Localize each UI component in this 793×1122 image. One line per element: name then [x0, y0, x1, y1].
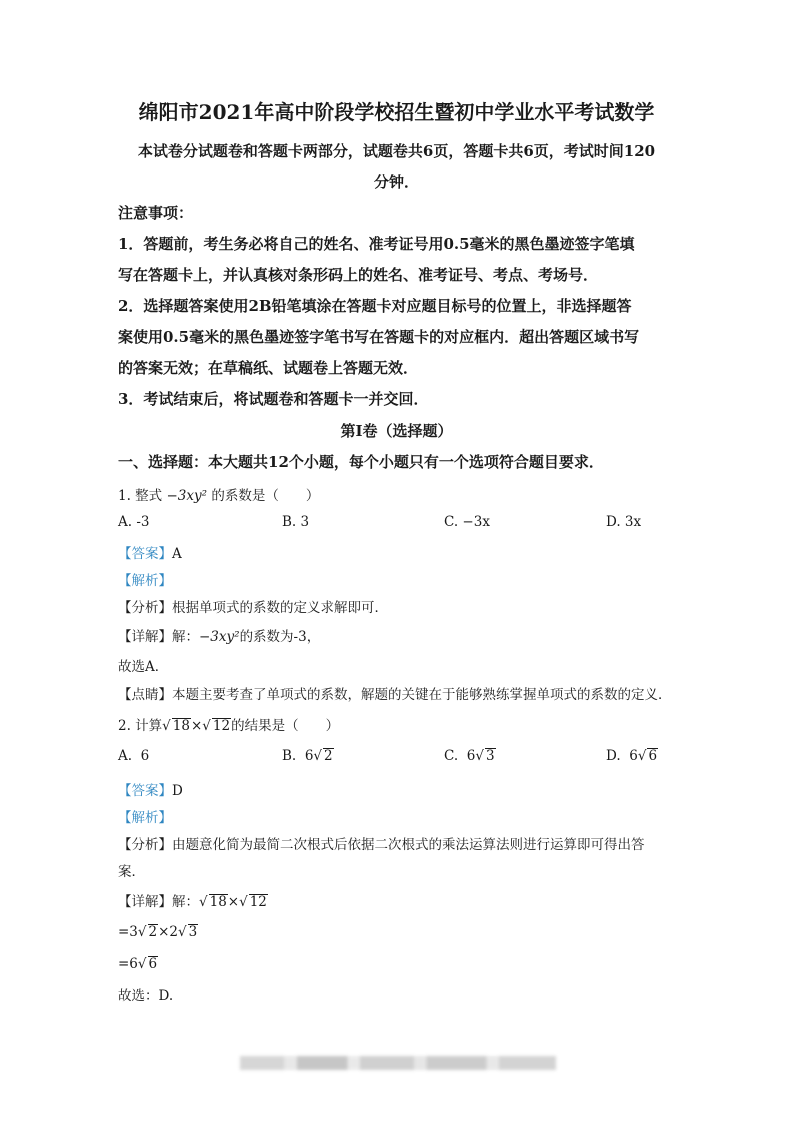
- q2-option-c-radicand: 3: [485, 748, 495, 764]
- q2-option-b-label: B.: [282, 748, 297, 764]
- q2-conclusion: 故选：D.: [118, 988, 174, 1004]
- q1-conclusion: 故选A．: [118, 659, 169, 675]
- notice-item-3: 3．考试结束后，将试题卷和答题卡一并交回．: [118, 390, 429, 408]
- q1-detail-expression: −3xy²: [199, 629, 240, 645]
- radical-sign: √: [637, 748, 647, 764]
- q1-fenxi-text: 根据单项式的系数的定义求解即可．: [172, 600, 388, 616]
- q2-option-c: [444, 748, 496, 764]
- q2-step-2-prefix: =6: [118, 956, 138, 972]
- q2-option-a: [118, 748, 149, 764]
- intro-line-2: 分钟．: [373, 173, 419, 191]
- q1-stem: [118, 484, 319, 504]
- q2-analysis-tag: 【解析】: [118, 810, 172, 826]
- document-title: 绵阳市2021年高中阶段学校招生暨初中学业水平考试数学: [138, 100, 655, 124]
- q1-suffix: 的系数是（ ）: [211, 488, 320, 504]
- q1-option-b: B. 3: [282, 514, 310, 530]
- q2-option-d-label: D.: [606, 748, 621, 764]
- q1-detail-tag: 【详解】: [118, 629, 172, 645]
- q2-detail-radicand-2: 12: [249, 894, 267, 910]
- q2-answer-tag: 【答案】: [118, 783, 172, 799]
- q1-option-a: A. -3: [118, 514, 150, 530]
- notice-item-2-line-3: 的答案无效；在草稿纸、试题卷上答题无效．: [118, 359, 419, 377]
- q1-answer: [118, 542, 182, 562]
- q2-stem: [118, 714, 339, 734]
- notice-item-1-line-2: 写在答题卡上，并认真核对条形码上的姓名、准考证号、考点、考场号．: [118, 266, 599, 284]
- q1-detail-prefix: 解：: [172, 629, 199, 645]
- q2-detail-prefix: 解：: [172, 894, 199, 910]
- section-heading: 一、选择题：本大题共12个小题，每个小题只有一个选项符合题目要求．: [118, 453, 604, 471]
- q2-detail: [118, 890, 268, 910]
- q1-option-c: C. −3x: [444, 514, 490, 530]
- q2-prefix: 2. 计算: [118, 718, 163, 734]
- q1-fenxi: [118, 596, 388, 616]
- q2-option-d-coef: 6: [629, 748, 638, 764]
- q1-comment-tag: 【点睛】: [118, 687, 172, 703]
- q1-answer-tag: 【答案】: [118, 546, 172, 562]
- part-heading: 第Ⅰ卷（选择题）: [340, 422, 453, 440]
- blurred-watermark: [240, 1056, 556, 1070]
- q1-comment-text: 本题主要考查了单项式的系数，解题的关键在于能够熟练掌握单项式的系数的定义．: [172, 687, 672, 703]
- q2-step-1-prefix: =3: [118, 924, 138, 940]
- q1-answer-value: A: [172, 546, 182, 562]
- q2-detail-tag: 【详解】: [118, 894, 172, 910]
- q2-option-a-value: 6: [140, 748, 150, 764]
- radical-sign: √: [199, 894, 208, 910]
- q2-step-1-radicand-1: 2: [148, 924, 158, 940]
- notice-heading: 注意事项：: [118, 204, 194, 222]
- intro-line-1: 本试卷分试题卷和答题卡两部分，试题卷共6页，答题卡共6页，考试时间120: [137, 142, 656, 160]
- q1-detail: [118, 625, 320, 645]
- q2-radicand-1: 18: [172, 718, 190, 734]
- notice-item-2-line-1: 2．选择题答案使用2B铅笔填涂在答题卡对应题目标号的位置上，非选择题答: [118, 297, 632, 315]
- q2-step-2: [118, 956, 158, 972]
- radical-sign: √: [137, 956, 147, 972]
- notice-item-2-line-2: 案使用0.5毫米的黑色墨迹签字笔书写在答题卡的对应框内．超出答题区域书写: [118, 328, 640, 346]
- q2-step-1-mid: ×2: [158, 924, 179, 940]
- q2-step-1-radicand-2: 3: [188, 924, 198, 940]
- q2-fenxi-line-2: 案．: [118, 864, 145, 880]
- q2-step-2-radicand: 6: [148, 956, 158, 972]
- radical-sign: √: [137, 924, 147, 940]
- radical-sign: √: [475, 748, 484, 764]
- q2-option-d: [606, 748, 658, 764]
- q2-option-d-radicand: 6: [648, 748, 658, 764]
- radical-sign: √: [239, 894, 248, 910]
- q2-fenxi-line-1: [118, 833, 645, 853]
- q1-option-d: D. 3x: [606, 514, 642, 530]
- q2-detail-times: ×: [227, 894, 240, 910]
- q2-detail-radicand-1: 18: [209, 894, 227, 910]
- q2-radicand-2: 12: [212, 718, 231, 734]
- radical-sign: √: [202, 718, 211, 734]
- q2-option-c-coef: 6: [466, 748, 476, 764]
- radical-sign: √: [313, 748, 323, 764]
- q2-option-b-radicand: 2: [324, 748, 333, 764]
- q2-fenxi-text: 由题意化简为最简二次根式后依据二次根式的乘法运算法则进行运算即可得出答: [172, 837, 645, 853]
- q2-option-b: [282, 748, 334, 764]
- q2-option-b-coef: 6: [304, 748, 314, 764]
- radical-sign: √: [162, 718, 171, 734]
- q1-comment: [118, 683, 672, 703]
- q2-fenxi-tag: 【分析】: [118, 837, 172, 853]
- q2-answer: [118, 779, 183, 799]
- q2-option-c-label: C.: [444, 748, 459, 764]
- q2-answer-value: D: [172, 783, 183, 799]
- q2-suffix: 的结果是（ ）: [231, 718, 340, 734]
- radical-sign: √: [178, 924, 187, 940]
- q2-option-a-label: A.: [118, 748, 133, 764]
- q1-analysis-tag: 【解析】: [118, 573, 172, 589]
- q1-prefix: 1. 整式: [118, 488, 163, 504]
- q1-fenxi-tag: 【分析】: [118, 600, 172, 616]
- q2-step-1: [118, 924, 198, 940]
- q1-detail-suffix: 的系数为-3，: [239, 629, 321, 645]
- notice-item-1-line-1: 1．答题前，考生务必将自己的姓名、准考证号用0.5毫米的黑色墨迹签字笔填: [118, 235, 635, 253]
- q1-expression: −3xy²: [166, 488, 208, 504]
- q2-times: ×: [190, 718, 203, 734]
